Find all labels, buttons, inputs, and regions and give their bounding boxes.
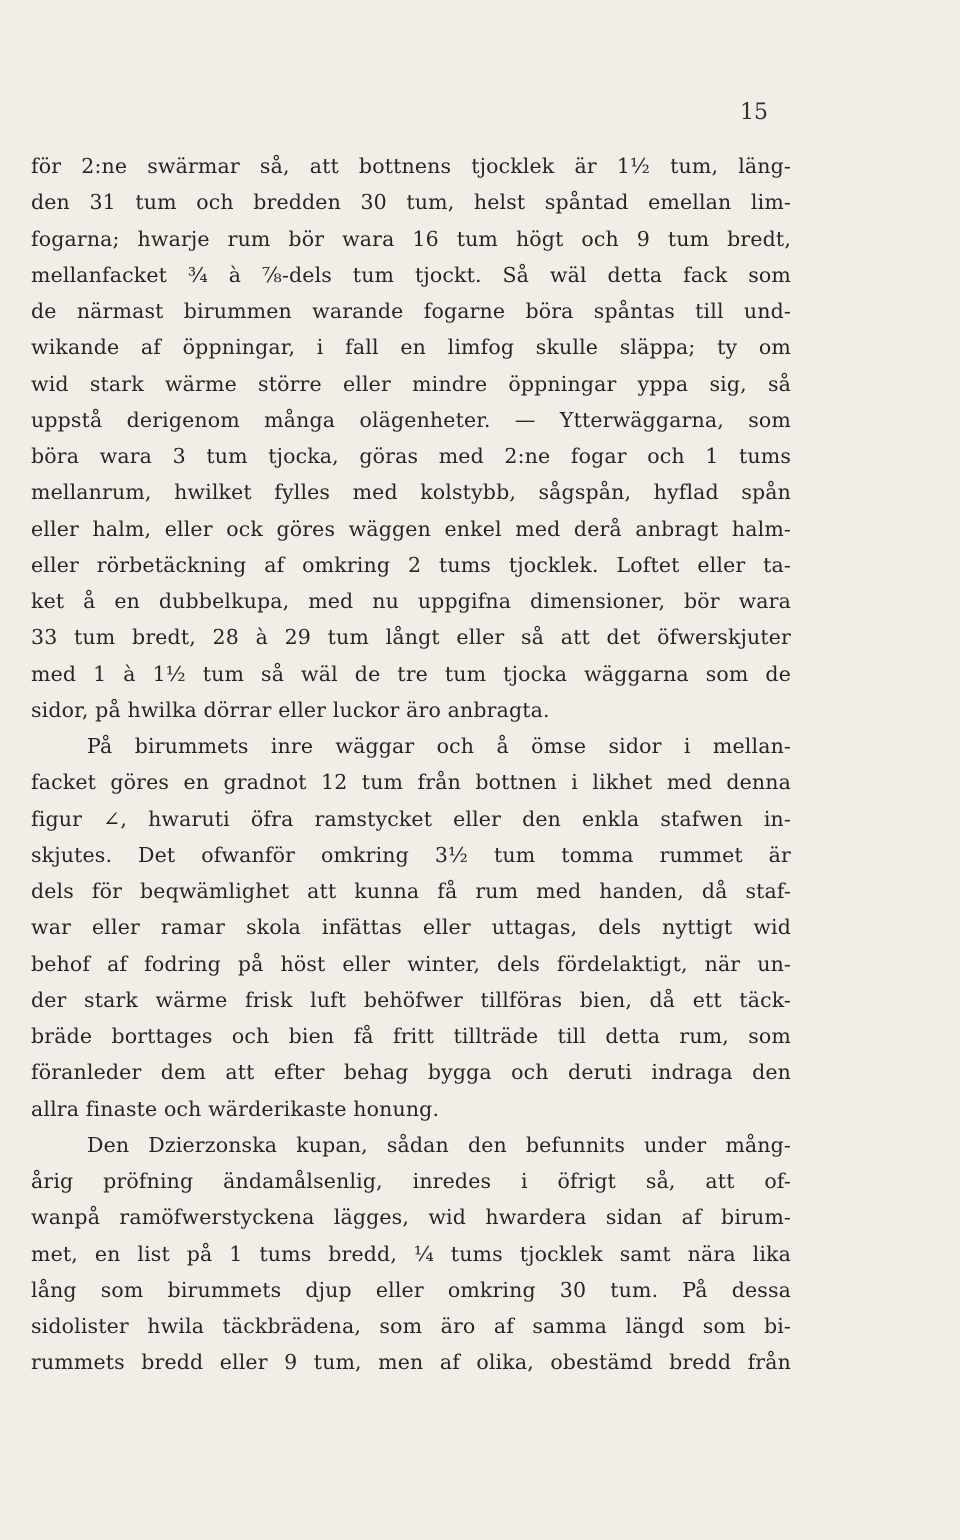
text-line: mellanrum, hwilket fylles med kolstybb, sågspån, hyflad spån [31,480,791,505]
text-line: behof af fodring på höst eller winter, dels fördelaktigt, när un- [31,951,791,976]
text-line: war eller ramar skola infättas eller uttagas, dels nyttigt wid [31,915,791,940]
text-line: met, en list på 1 tums bredd, ¼ tums tjocklek samt nära lika [31,1241,791,1266]
text-line: för 2:ne swärmar så, att bottnens tjocklek är 1½ tum, läng- [31,154,791,178]
text-line: Den Dzierzonska kupan, sådan den befunnits under mång- [87,1132,791,1157]
text-line: med 1 à 1½ tum så wäl de tre tum tjocka wäggarna som de [31,661,791,686]
text-line: fogarna; hwarje rum bör wara 16 tum högt och 9 tum bredt, [31,226,791,251]
text-line: föranleder dem att efter behag bygga och deruti indraga den [31,1060,791,1085]
text-line: allra finaste och wärderikaste honung. [31,1096,440,1121]
text-line: 33 tum bredt, 28 à 29 tum långt eller så att det öfwerskjuter [31,625,791,650]
text-line: dels för beqwämlighet att kunna få rum med handen, då staf- [31,879,791,903]
text-line: eller rörbetäckning af omkring 2 tums tjocklek. Loftet eller ta- [31,552,791,577]
text-line: wikande af öppningar, i fall en limfog skulle släppa; ty om [31,335,791,360]
text-line: lång som birummets djup eller omkring 30 tum. På dessa [31,1277,791,1302]
text-line: figur ∠, hwaruti öfra ramstycket eller den enkla stafwen in- [31,806,791,831]
text-line: uppstå derigenom många olägenheter. — Ytterwäggarna, som [31,407,791,432]
text-line: den 31 tum och bredden 30 tum, helst spåntad emellan lim- [31,190,791,215]
text-line: facket göres en gradnot 12 tum från bottnen i likhet med denna [31,770,791,795]
text-line: der stark wärme frisk luft behöfwer tillföras bien, då ett täck- [31,987,791,1012]
page-number: 15 [740,100,768,125]
text-line: de närmast birummen warande fogarne böra spåntas till und- [31,299,791,323]
text-line: ket å en dubbelkupa, med nu uppgifna dimensioner, bör wara [31,589,791,613]
text-line: eller halm, eller ock göres wäggen enkel med derå anbragt halm- [31,516,791,541]
text-line: wanpå ramöfwerstyckena lägges, wid hwardera sidan af birum- [31,1205,791,1230]
text-line: bräde borttages och bien få fritt tillträde till detta rum, som [31,1024,791,1048]
body-text [31,148,791,1381]
text-line: sidolister hwila täckbrädena, som äro af samma längd som bi- [31,1314,791,1338]
text-line: årig pröfning ändamålsenlig, inredes i öfrigt så, att of- [31,1169,791,1193]
text-line: rummets bredd eller 9 tum, men af olika, obestämd bredd från [31,1350,791,1375]
text-line: På birummets inre wäggar och å ömse sidor i mellan- [87,734,791,758]
text-line: wid stark wärme större eller mindre öppningar yppa sig, så [31,371,791,396]
text-line: böra wara 3 tum tjocka, göras med 2:ne fogar och 1 tums [31,444,791,468]
text-line: sidor, på hwilka dörrar eller luckor äro anbragta. [31,697,550,722]
text-line: mellanfacket ¾ à ⅞-dels tum tjockt. Så wäl detta fack som [31,262,791,287]
text-line: skjutes. Det ofwanför omkring 3½ tum tomma rummet är [31,842,791,867]
